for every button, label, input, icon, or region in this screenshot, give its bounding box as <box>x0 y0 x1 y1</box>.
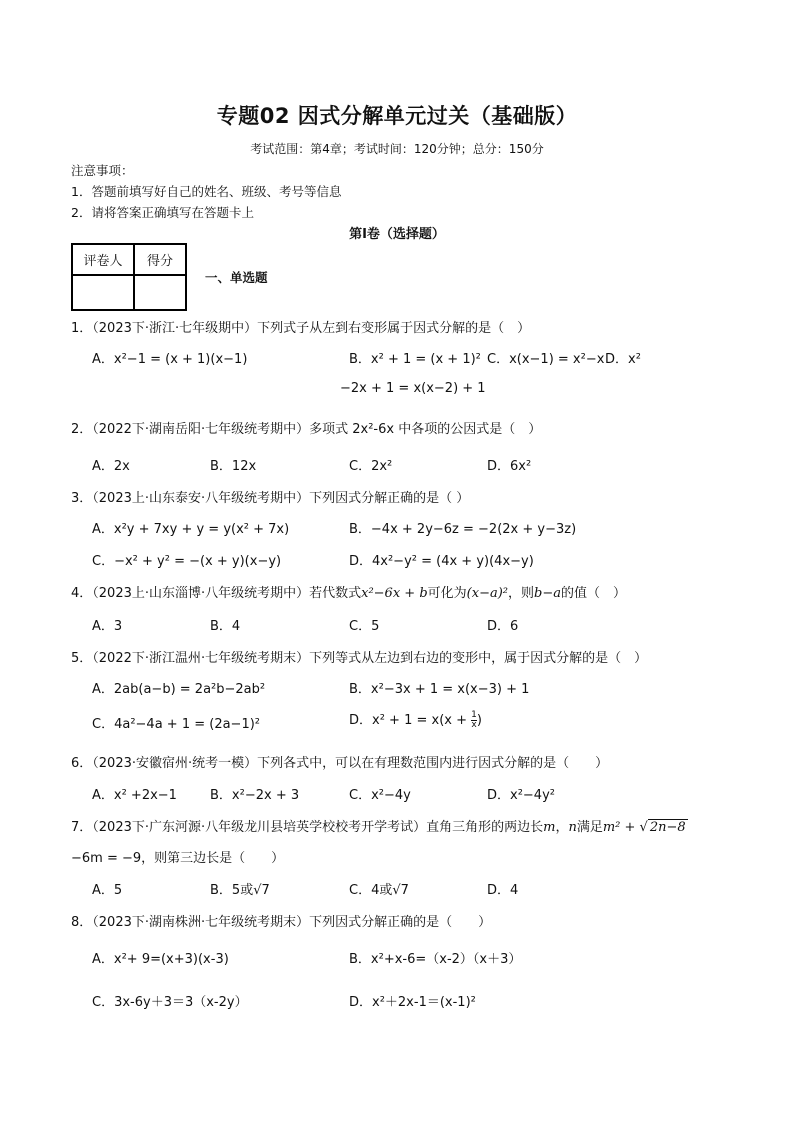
exam-info: 考试范围：第4章；考试时间：120分钟；总分：150分 <box>250 142 544 156</box>
q8-option-c[interactable]: C．3x-6y＋3＝3（x-2y） <box>92 995 248 1010</box>
q1-option-a[interactable]: A．x²−1 = (x + 1)(x−1) <box>92 352 248 367</box>
question-4-stem: 4．（2023上·山东淄博·八年级统考期中）若代数式x²−6x + b可化为(x−a)²，则b−a的值（ ） <box>71 586 627 601</box>
score-cell[interactable] <box>134 275 186 310</box>
q8-option-d[interactable]: D．x²＋2x-1＝(x-1)² <box>349 995 476 1010</box>
q2-option-a[interactable]: A．2x <box>92 459 130 474</box>
page-title: 专题02 因式分解单元过关（基础版） <box>216 104 578 128</box>
question-2-stem: 2．（2022下·湖南岳阳·七年级统考期中）多项式 2x²-6x 中各项的公因式是（ ） <box>71 422 542 437</box>
grader-header: 评卷人 <box>72 244 134 275</box>
q5-option-b[interactable]: B．x²−3x + 1 = x(x−3) + 1 <box>349 682 530 697</box>
note-item: 1．答题前填写好自己的姓名、班级、考号等信息 <box>71 184 342 199</box>
q1-option-c[interactable]: C．x(x−1) = x²−x <box>487 352 605 367</box>
score-header: 得分 <box>134 244 186 275</box>
note-item: 2．请将答案正确填写在答题卡上 <box>71 205 254 220</box>
q6-option-c[interactable]: C．x²−4y <box>349 788 411 803</box>
question-1-stem: 1．（2023下·浙江·七年级期中）下列式子从左到右变形属于因式分解的是（ ） <box>71 321 531 336</box>
q2-option-b[interactable]: B．12x <box>210 459 257 474</box>
q6-option-a[interactable]: A．x² +2x−1 <box>92 788 177 803</box>
q7-option-c[interactable]: C．4或√7 <box>349 883 409 898</box>
question-5-stem: 5．（2022下·浙江温州·七年级统考期末）下列等式从左边到右边的变形中，属于因式分解的是（ ） <box>71 651 648 666</box>
q8-option-b[interactable]: B．x²+x-6=（x-2）（x＋3） <box>349 952 522 967</box>
q7-option-d[interactable]: D．4 <box>487 883 519 898</box>
question-6-stem: 6．（2023·安徽宿州·统考一模）下列各式中，可以在有理数范围内进行因式分解的是（ ） <box>71 756 609 771</box>
part-heading: 一、单选题 <box>205 270 268 285</box>
q2-option-d[interactable]: D．6x² <box>487 459 532 474</box>
grader-table <box>71 243 187 311</box>
q1-option-d-continued: −2x + 1 = x(x−2) + 1 <box>340 381 486 396</box>
grader-cell[interactable] <box>72 275 134 310</box>
q3-option-c[interactable]: C．−x² + y² = −(x + y)(x−y) <box>92 554 282 569</box>
q4-option-c[interactable]: C．5 <box>349 619 380 634</box>
q7-option-a[interactable]: A．5 <box>92 883 123 898</box>
q3-option-a[interactable]: A．x²y + 7xy + y = y(x² + 7x) <box>92 522 290 537</box>
q5-option-a[interactable]: A．2ab(a−b) = 2a²b−2ab² <box>92 682 266 697</box>
q2-option-c[interactable]: C．2x² <box>349 459 393 474</box>
q7-option-b[interactable]: B．5或√7 <box>210 883 270 898</box>
q6-option-d[interactable]: D．x²−4y² <box>487 788 555 803</box>
q1-option-d[interactable]: D．x² <box>605 352 641 367</box>
q8-option-a[interactable]: A．x²+ 9=(x+3)(x-3) <box>92 952 229 967</box>
question-7-stem: 7．（2023下·广东河源·八年级龙川县培英学校校考开学考试）直角三角形的两边长m，n满足m² + √ 2n−8 <box>71 820 686 835</box>
q4-option-a[interactable]: A．3 <box>92 619 123 634</box>
question-7-stem-line2: −6m = −9，则第三边长是（ ） <box>71 851 285 866</box>
q5-option-d[interactable]: D．x² + 1 = x(x + $\frac{1}{x}$ ) <box>349 710 482 730</box>
q1-option-b[interactable]: B．x² + 1 = (x + 1)² <box>349 352 481 367</box>
question-3-stem: 3．（2023上·山东泰安·八年级统考期中）下列因式分解正确的是（ ） <box>71 491 470 506</box>
radicand: 2n−8 <box>649 820 686 835</box>
notes-heading: 注意事项： <box>71 163 134 178</box>
q3-option-d[interactable]: D．4x²−y² = (4x + y)(4x−y) <box>349 554 534 569</box>
q6-option-b[interactable]: B．x²−2x + 3 <box>210 788 300 803</box>
q4-option-b[interactable]: B．4 <box>210 619 241 634</box>
q5-option-c[interactable]: C．4a²−4a + 1 = (2a−1)² <box>92 717 260 732</box>
section-title: 第I卷（选择题） <box>349 227 445 242</box>
question-8-stem: 8．（2023下·湖南株洲·七年级统考期末）下列因式分解正确的是（ ） <box>71 915 492 930</box>
q3-option-b[interactable]: B．−4x + 2y−6z = −2(2x + y−3z) <box>349 522 577 537</box>
fraction: $\frac{1}{x}$ <box>471 710 477 730</box>
q4-option-d[interactable]: D．6 <box>487 619 519 634</box>
